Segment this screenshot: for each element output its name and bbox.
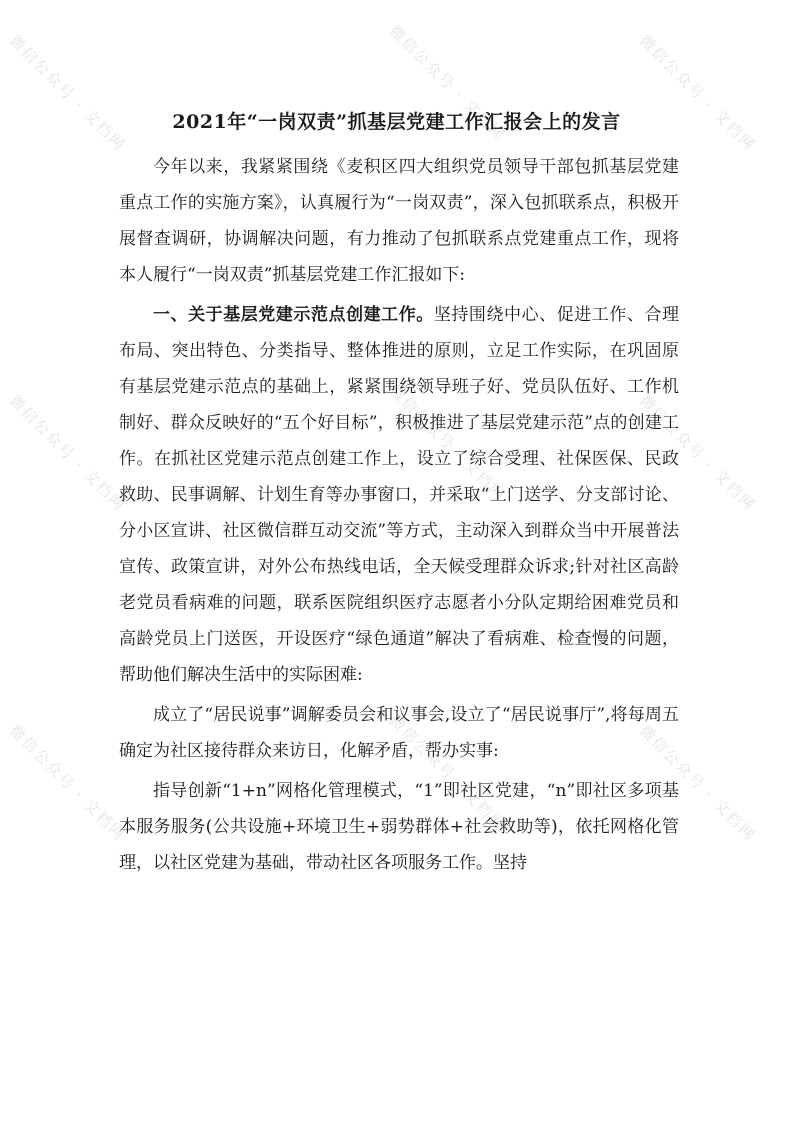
watermark: 微信公众号 · 文档网: [635, 721, 760, 845]
paragraph-text: 指导创新“1+n”网格化管理模式，“1”即社区党建，“n”即社区多项基本服务服务(公共设施+环境卫生+弱势群体+社会救助等)，依托网格化管理，以社区党建为基础，带动社区各项服务工作。坚持: [119, 781, 679, 873]
watermark: 微信公众号 · 文档网: [5, 721, 130, 845]
paragraph-intro: [119, 149, 679, 293]
watermark: 微信公众号 · 文档网: [385, 21, 510, 145]
paragraph-text: 成立了“居民说事”调解委员会和议事会,设立了“居民说事厅”,将每周五确定为社区接待群众来访日，化解矛盾，帮办实事:: [119, 705, 679, 761]
paragraph-section-1: [119, 297, 679, 693]
watermark: 微信公众号 · 文档网: [635, 391, 760, 515]
watermark: 微信公众号 · 文档网: [635, 31, 760, 155]
watermark: 微信公众号 · 文档网: [385, 381, 510, 505]
watermark: 微信公众号 · 文档网: [385, 711, 510, 835]
watermark: 微信公众号 · 文档网: [5, 31, 130, 155]
paragraph-residents-council: [119, 697, 679, 769]
document-title: 2021年“一岗双责”抓基层党建工作汇报会上的发言: [172, 111, 621, 133]
watermark: 微信公众号 · 文档网: [5, 391, 130, 515]
paragraph-text: 坚持围绕中心、促进工作、合理布局、突出特色、分类指导、整体推进的原则，立足工作实际，在巩固原有基层党建示范点的基础上，紧紧围绕领导班子好、党员队伍好、工作机制好、群众反映好的“五个好目标”，积极推进了基层党建示范”点的创建工作。在抓社区党建示范点创建工作上，设立了综合受理、社保医保、民政救助、民事调解、计划生育等办事窗口，并采取“上门送学、分支部讨论、分小区宣讲、社区微信群互动交流”等方式，主动深入到群众当中开展普法宣传、政策宣讲，对外公布热线电话，全天候受理群众诉求;针对社区高龄老党员看病难的问题，联系医院组织医疗志愿者小分队定期给困难党员和高龄党员上门送医，开设医疗“绿色通道”解决了看病难、检查慢的问题，帮助他们解决生活中的实际困难:: [119, 305, 680, 685]
section-heading: 一、关于基层党建示范点创建工作。: [153, 305, 434, 325]
document-body: [119, 149, 679, 885]
paragraph-text: 今年以来，我紧紧围绕《麦积区四大组织党员领导干部包抓基层党建重点工作的实施方案》，认真履行为“一岗双责”，深入包抓联系点，积极开展督查调研，协调解决问题，有力推动了包抓联系点党建重点工作，现将本人履行“一岗双责”抓基层党建工作汇报如下:: [119, 157, 679, 285]
paragraph-grid-management: [119, 773, 679, 881]
